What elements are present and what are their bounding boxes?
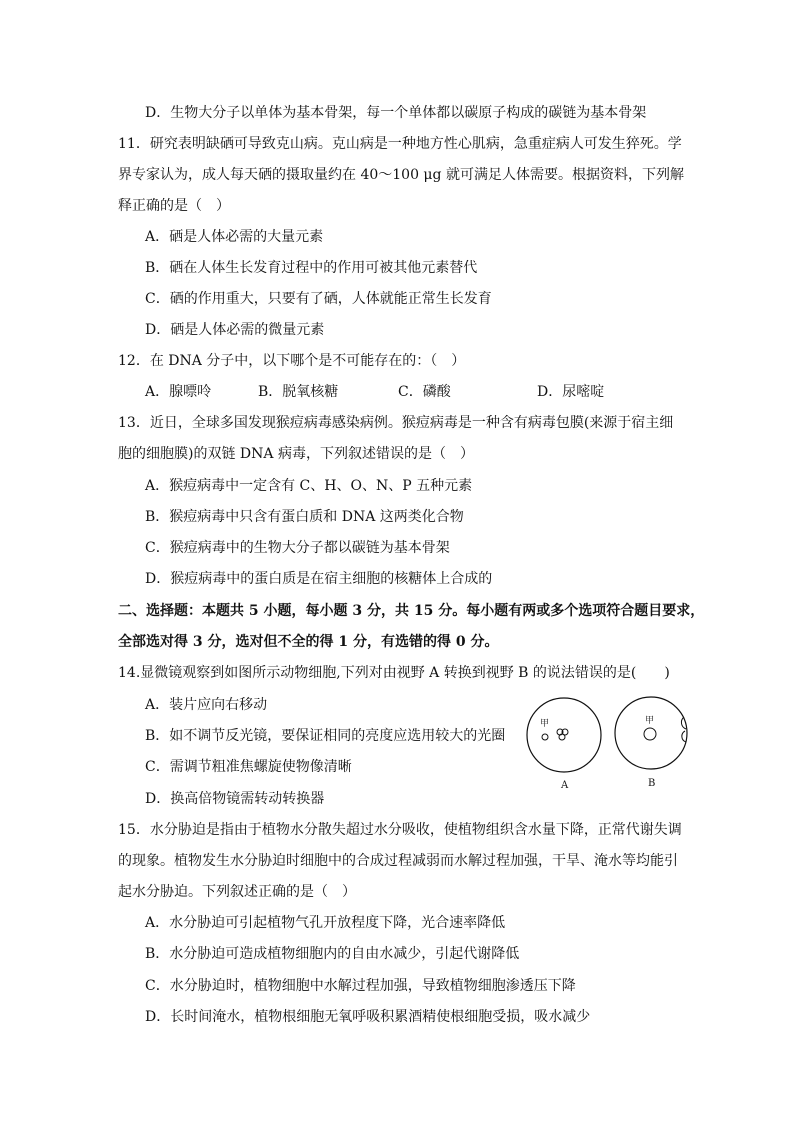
q13-option-a: A．猴痘病毒中一定含有 C、H、O、N、P 五种元素 xyxy=(145,478,473,494)
q15-option-a: A．水分胁迫可引起植物气孔开放程度下降，光合速率降低 xyxy=(145,915,506,931)
q13-stem-line-2: 胞的细胞膜)的双链 DNA 病毒，下列叙述错误的是（ ） xyxy=(118,446,474,462)
field-b-circle xyxy=(615,697,687,769)
q12-option-a: A．腺嘌呤 xyxy=(145,384,212,400)
q15-stem-line-3: 起水分胁迫。下列叙述正确的是（ ） xyxy=(118,884,356,900)
field-b-label: B xyxy=(648,778,656,789)
field-a-cell-label: 甲 xyxy=(540,719,550,729)
q11-stem-line-3: 释正确的是（ ） xyxy=(118,198,230,214)
q13-option-c: C．猴痘病毒中的生物大分子都以碳链为基本骨架 xyxy=(145,540,450,556)
q11-option-a: A．硒是人体必需的大量元素 xyxy=(145,229,324,245)
q10-option-d: D．生物大分子以单体为基本骨架，每一个单体都以碳原子构成的碳链为基本骨架 xyxy=(145,105,647,121)
q11-option-d: D．硒是人体必需的微量元素 xyxy=(145,322,325,338)
q12-option-c: C．磷酸 xyxy=(398,384,451,400)
section-2-heading-line-1: 二、选择题：本题共 5 小题，每小题 3 分，共 15 分。每小题有两或多个选项符合题目要求， xyxy=(118,603,705,619)
q13-stem-line-1: 13．近日，全球多国发现猴痘病毒感染病例。猴痘病毒是一种含有病毒包膜(来源于宿主细 xyxy=(118,415,674,431)
q13-option-b: B．猴痘病毒中只含有蛋白质和 DNA 这两类化合物 xyxy=(145,509,464,525)
q12-option-d: D．尿嘧啶 xyxy=(537,384,605,400)
field-b-partial-cell-2 xyxy=(682,731,686,742)
q12-option-b: B．脱氧核糖 xyxy=(258,384,339,400)
q14-option-d: D．换高倍物镜需转动转换器 xyxy=(145,791,325,807)
q14-option-c: C．需调节粗准焦螺旋使物像清晰 xyxy=(145,759,352,775)
q14-option-b: B．如不调节反光镜，要保证相同的亮度应选用较大的光圈 xyxy=(145,728,506,744)
field-a-label: A xyxy=(561,780,569,791)
field-a-cell-cluster-3 xyxy=(559,734,565,740)
q13-option-d: D．猴痘病毒中的蛋白质是在宿主细胞的核糖体上合成的 xyxy=(145,571,493,587)
q15-stem-line-1: 15．水分胁迫是指由于植物水分散失超过水分吸收，使植物组织含水量下降，正常代谢失调 xyxy=(118,822,682,838)
q11-stem-line-1: 11．研究表明缺硒可导致克山病。克山病是一种地方性心肌病，急重症病人可发生猝死。学 xyxy=(118,136,682,152)
q14-microscope-figure xyxy=(520,693,700,793)
section-2-heading-line-2: 全部选对得 3 分，选对但不全的得 1 分，有选错的得 0 分。 xyxy=(118,634,499,650)
q12-stem: 12．在 DNA 分子中，以下哪个是不可能存在的：（ ） xyxy=(118,353,466,369)
q15-option-d: D．长时间淹水，植物根细胞无氧呼吸积累酒精使根细胞受损，吸水减少 xyxy=(145,1009,591,1025)
q15-option-b: B．水分胁迫可造成植物细胞内的自由水减少，引起代谢降低 xyxy=(145,946,520,962)
field-a-cell-single xyxy=(542,734,548,740)
q11-stem-line-2: 界专家认为，成人每天硒的摄取量约在 40～100 μg 就可满足人体需要。根据资料，下列解 xyxy=(118,167,684,183)
field-b-cell-label: 甲 xyxy=(645,716,655,726)
q14-option-a: A．装片应向右移动 xyxy=(145,697,268,713)
q14-stem: 14.显微镜观察到如图所示动物细胞,下列对由视野 A 转换到视野 B 的说法错误的是( ) xyxy=(118,665,670,681)
q11-option-b: B．硒在人体生长发育过程中的作用可被其他元素替代 xyxy=(145,260,478,276)
field-b-cell-large xyxy=(644,728,656,740)
q15-option-c: C．水分胁迫时，植物细胞中水解过程加强，导致植物细胞渗透压下降 xyxy=(145,978,576,994)
q11-option-c: C．硒的作用重大，只要有了硒，人体就能正常生长发育 xyxy=(145,291,492,307)
q15-stem-line-2: 的现象。植物发生水分胁迫时细胞中的合成过程减弱而水解过程加强，干旱、淹水等均能引 xyxy=(118,853,678,869)
